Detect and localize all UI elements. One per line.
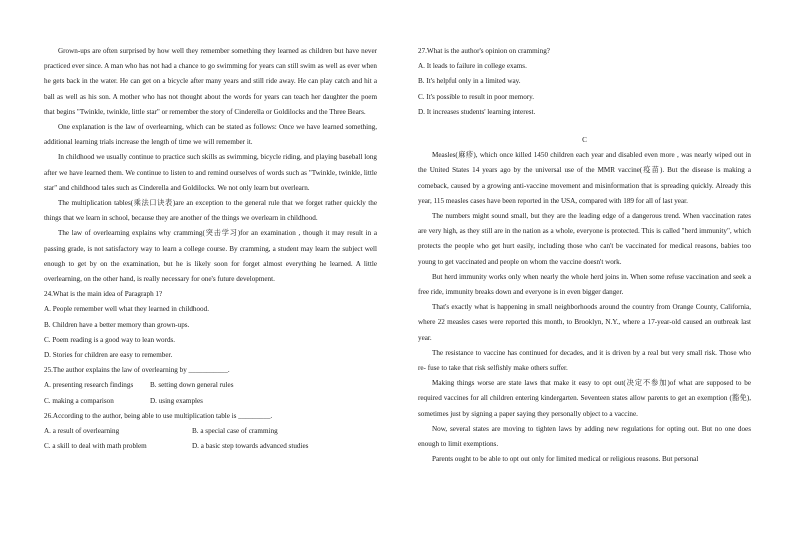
question-26-option-a: A. a result of overlearning <box>44 427 120 436</box>
question-27-stem: 27.What is the author's opinion on cramming? <box>418 47 550 55</box>
question-25-option-a: A. presenting research findings <box>44 381 134 390</box>
passage-c-paragraph-3: But herd immunity works only when nearly the whole herd joins in. When some refuse vaccination and seek a free ride, immunity breaks down and everyone is in even bigger danger. <box>418 272 751 297</box>
passage-c-paragraph-4: That's exactly what is happening in small neighborhoods around the country from Orange County, California, where 22 measles cases were reported this month, to Brooklyn, N.Y., where a 17-year-old caused an outbreak last year. <box>418 303 751 342</box>
question-26-stem: 26.According to the author, being able to use multiplication table is _________. <box>44 411 273 420</box>
question-27-option-b: B. It's helpful only in a limited way. <box>418 77 521 86</box>
question-25-option-c: C. making a comparison <box>44 396 114 405</box>
passage-c-paragraph-5: The resistance to vaccine has continued for decades, and it is driven by a real but very small risk. Those who re- fuse to take that risk selfishly make others suffer. <box>418 348 751 373</box>
passage-c-paragraph-7: Now, several states are moving to tighten laws by adding new regulations for opting out. But no one does enough to limit exemptions. <box>418 424 751 449</box>
section-c-heading: C <box>582 136 587 145</box>
question-24-stem: 24.What is the main idea of Paragraph 1? <box>44 290 163 299</box>
question-24-option-c: C. Poem reading is a good way to lean words. <box>44 335 176 344</box>
question-26-option-b: B. a special case of cramming <box>192 427 278 436</box>
left-column <box>44 44 377 454</box>
question-24-option-b: B. Children have a better memory than grown-ups. <box>44 320 190 329</box>
right-column <box>418 44 751 467</box>
passage-b-paragraph-1: Grown-ups are often surprised by how well they remember something they learned as children but have never practiced ever since. A man who has not had a chance to go swimming for years can still swim as well as ever when he gets back in the water. He can get on a bicycle after many years and still ride away. He can play catch and hit a ball as well as his son. A mother who has not thought about the words for years can teach her daughter the poem that begins "Twinkle, twinkle, little star" or remember the story of Cinderella or Goldilocks and the Three Bears. <box>44 47 377 116</box>
passage-b-paragraph-5: The law of overlearning explains why cramming(突击学习)for an examination , though it may result in a passing grade, is not satisfactory way to learn a college course. By cramming, a student may learn the subject well enough to get by on the examination, but he is likely soon for forget almost everything he learned. A little overlearning, on the other hand, is really necessary for one's future development. <box>44 229 377 284</box>
question-25-options-row-2 <box>44 394 377 409</box>
passage-c-paragraph-1: Measles(麻疹), which once killed 1450 children each year and disabled even more , was nearly wiped out in the United States 14 years ago by the universal use of the MMR vaccine(疫苗). But the disease is making a comeback, caused by a growing anti-vaccine movement and misinformation that is spreading quickly. Already this year, 115 measles cases have been reported in the USA, compared with 189 for all of last year. <box>418 151 751 205</box>
question-24-option-d: D. Stories for children are easy to remember. <box>44 351 173 360</box>
question-25-options-row-1 <box>44 378 377 393</box>
passage-b-paragraph-2: One explanation is the law of overlearning, which can be stated as follows: Once we have learned something, additional learning trials increase the length of time we will remember it. <box>44 123 377 147</box>
passage-c-paragraph-6: Making things worse are state laws that make it easy to opt out(决定不参加)of what are supposed to be required vaccines for all children entering kindergarten. Seventeen states allow parents to get an exemption (豁免), sometimes just by signing a paper saying they personally object to a vaccine. <box>418 379 751 418</box>
question-26-options-row-1 <box>44 424 377 439</box>
question-25-stem: 25.The author explains the law of overlearning by ___________. <box>44 366 230 375</box>
question-25-option-d: D. using examples <box>150 396 203 405</box>
question-26-option-c: C. a skill to deal with math problem <box>44 442 147 451</box>
question-24-option-a: A. People remember well what they learned in childhood. <box>44 305 209 314</box>
question-25-option-b: B. setting down general rules <box>150 381 234 390</box>
passage-c-paragraph-8: Parents ought to be able to opt out only for limited medical or religious reasons. But personal <box>432 455 699 464</box>
question-27-option-a: A. It leads to failure in college exams. <box>418 62 527 71</box>
question-27-option-d: D. It increases students' learning interest. <box>418 107 536 116</box>
question-26-option-d: D. a basic step towards advanced studies <box>192 442 309 451</box>
passage-b-paragraph-4: The multiplication tables(乘法口诀表)are an exception to the general rule that we forget rather quickly the things that we learn in school, because they are another of the things we overlearn in childhood. <box>44 199 377 223</box>
passage-b-paragraph-3: In childhood we usually continue to practice such skills as swimming, bicycle riding, and playing baseball long after we have learned them. We continue to listen to and remind ourselves of words such as "Twinkle, twinkle, little star" and childhood tales such as Cinderella and Goldilocks. We not only learn but overlearn. <box>44 153 377 192</box>
question-27-option-c: C. It's possible to result in poor memory. <box>418 92 535 101</box>
passage-c-paragraph-2: The numbers might sound small, but they are the leading edge of a dangerous trend. When vaccination rates are very high, as they still are in the nation as a whole, everyone is protected. This is called "herd immunity", which protects the people who get hurt easily, including those who can't be vaccinated for medical reasons, babies too young to get vaccinated and people on whom the vaccine doesn't work. <box>418 212 751 266</box>
question-26-options-row-2 <box>44 439 377 454</box>
